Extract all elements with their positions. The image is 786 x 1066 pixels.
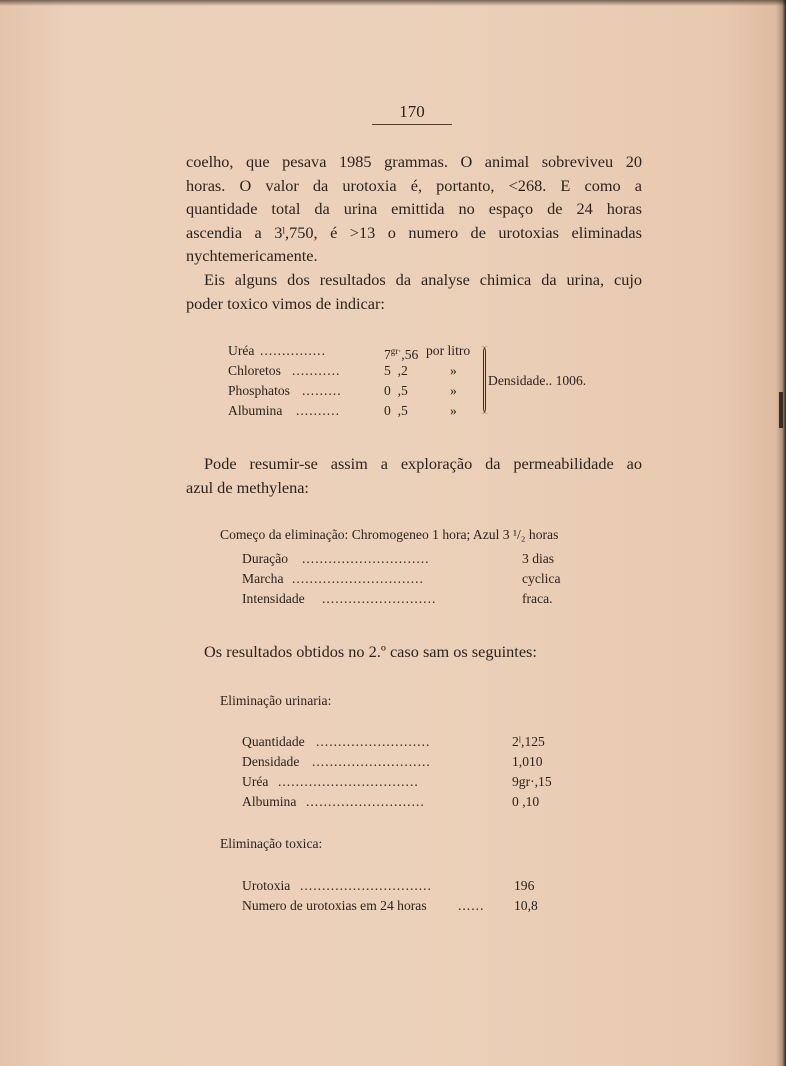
paragraph-line: quantidade total da urina emittida no espaço de 24 horas (186, 199, 642, 219)
analysis-row (228, 341, 628, 361)
leader-dots: .......................... (322, 591, 437, 606)
paragraph-3 (186, 452, 642, 499)
analysis-value (384, 401, 408, 421)
paragraph-line: Os resultados obtidos no 2.º caso sam os seguintes: (204, 642, 537, 661)
leader-dots: ................................ (278, 774, 419, 789)
methylene-label: Marcha (242, 571, 284, 586)
toxic-heading: Eliminação toxica: (220, 836, 323, 851)
toxic-label: Urotoxia (242, 878, 291, 893)
value-dec: ,5 (397, 383, 408, 398)
paragraph-line: Eis alguns dos resultados da analyse chimica da urina, cujo (204, 270, 642, 289)
toxic-value: 10,8 (514, 898, 538, 913)
value-dec: ,2 (397, 363, 408, 378)
paragraph-line: nychtemericamente. (186, 246, 318, 266)
leader-dots: .............................. (300, 878, 432, 893)
paragraph-2 (186, 268, 642, 315)
analysis-label: Chloretos (228, 363, 281, 378)
analysis-suffix: por litro (426, 343, 471, 358)
analysis-suffix: » (450, 403, 457, 418)
analysis-suffix: » (450, 363, 457, 378)
analysis-label: Phosphatos (228, 383, 290, 398)
paragraph-line: ascendia a 3ˡ,750, é >13 o numero de urotoxias eliminadas (186, 222, 642, 242)
leader-dots: .............................. (292, 571, 424, 586)
paragraph-4 (204, 640, 644, 664)
methylene-value: fraca. (522, 591, 553, 606)
toxic-table (242, 876, 572, 916)
urinary-label: Uréa (242, 774, 269, 789)
leader-dots: .......... (296, 403, 340, 418)
methylene-value: 3 dias (522, 551, 555, 566)
leader-dots: ........................... (312, 754, 431, 769)
value-int: 7 (384, 347, 391, 362)
methylene-row (220, 569, 640, 589)
page-top-edge (0, 0, 786, 6)
urinary-label: Quantidade (242, 734, 305, 749)
urinary-row (242, 772, 572, 792)
methylene-table (220, 525, 640, 609)
urinary-row (242, 752, 572, 772)
page-edge-tab (779, 392, 783, 428)
analysis-value (384, 381, 408, 401)
leader-dots: ............................. (302, 551, 430, 566)
value-int: 0 (384, 403, 391, 418)
urinary-value: 0 ,10 (512, 794, 540, 809)
value-int: 0 (384, 383, 391, 398)
methylene-header-text: Começo da eliminação: Chromogeneo 1 hora; Azul 3 ¹/₂ horas (220, 527, 559, 542)
paragraph-line: coelho, que pesava 1985 grammas. O animal sobreviveu 20 (186, 152, 642, 171)
density-note: Densidade.. 1006. (488, 373, 587, 388)
urinary-value: 2ˡ,125 (512, 734, 545, 749)
toxic-row (242, 876, 572, 896)
urinary-row (242, 792, 572, 812)
leader-dots: ............... (260, 343, 326, 358)
methylene-row (220, 589, 640, 609)
value-dec: ,56 (401, 347, 419, 362)
analysis-value (384, 361, 408, 381)
analysis-label: Uréa (228, 343, 255, 358)
leader-dots: ........... (292, 363, 341, 378)
leader-dots: ........................... (306, 794, 425, 809)
urinary-row (242, 732, 572, 752)
value-dec: ,5 (397, 403, 408, 418)
paragraph-line: Pode resumir-se assim a exploração da permeabilidade ao (204, 454, 642, 473)
leader-dots: ......... (302, 383, 342, 398)
toxic-value: 196 (514, 878, 535, 893)
urinary-heading: Eliminação urinaria: (220, 693, 332, 708)
urinary-table (242, 732, 572, 812)
analysis-label: Albumina (228, 403, 283, 418)
page-right-edge (776, 0, 786, 1066)
urinary-label: Albumina (242, 794, 297, 809)
analysis-row (228, 401, 628, 421)
paragraph-1 (186, 150, 642, 268)
methylene-value: cyclica (522, 571, 561, 586)
methylene-header (220, 525, 640, 549)
page-number-rule (372, 124, 452, 125)
paragraph-line: horas. O valor da urotoxia é, portanto, <268. E como a (186, 175, 642, 195)
toxic-label: Numero de urotoxias em 24 horas (242, 898, 427, 913)
analysis-suffix: » (450, 383, 457, 398)
toxic-row (242, 896, 572, 916)
urinary-value: 1,010 (512, 754, 543, 769)
leader-dots: .......................... (316, 734, 431, 749)
methylene-label: Intensidade (242, 591, 305, 606)
urinary-value: 9gr·,15 (512, 774, 552, 789)
methylene-label: Duração (242, 551, 289, 566)
paragraph-line: azul de methylena: (186, 477, 309, 497)
value-unit: gr· (390, 346, 402, 356)
paragraph-line: poder toxico vimos de indicar: (186, 293, 385, 313)
urinary-label: Densidade (242, 754, 300, 769)
value-int: 5 (384, 363, 391, 378)
leader-dots: ...... (458, 898, 485, 913)
methylene-row (220, 549, 640, 569)
page-number: 170 (399, 102, 425, 121)
